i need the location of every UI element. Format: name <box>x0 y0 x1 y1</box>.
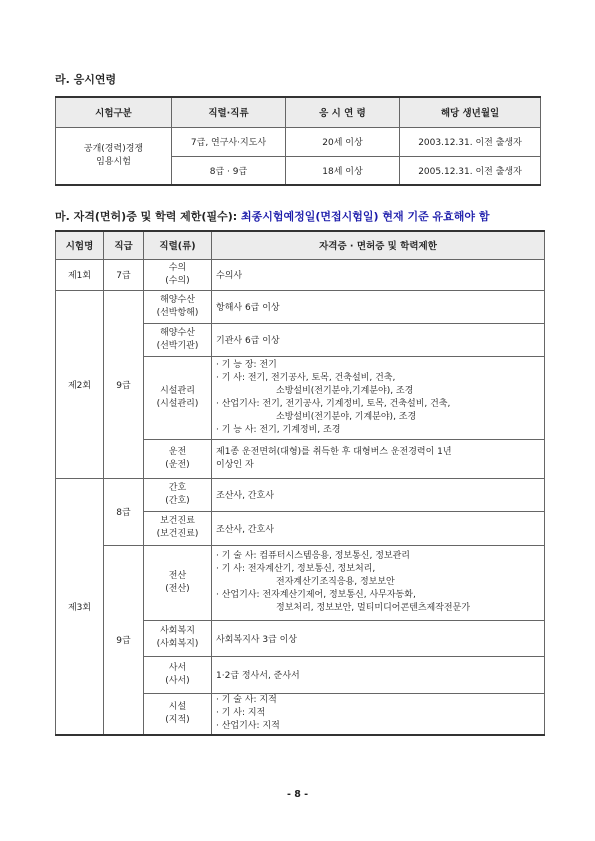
requirement-line: 제1종 운전면허(대형)를 취득한 후 대형버스 운전경력이 1년 <box>216 446 452 457</box>
requirement-line: · 기 사: 전자계산기, 정보통신, 정보처리, <box>216 564 376 574</box>
license-table <box>55 230 545 736</box>
requirement-cell: 조산사, 간호사 <box>212 478 545 511</box>
series-name: 전산 <box>168 570 187 581</box>
series-sub: (보건진료) <box>156 529 199 539</box>
series-cell <box>144 478 212 511</box>
series-cell <box>144 511 212 545</box>
requirement-line: 전자계산기조직응용, 정보보안 <box>276 577 395 587</box>
series-cell <box>144 259 212 290</box>
series-cell <box>144 356 212 439</box>
series-name: 사서 <box>168 662 187 673</box>
exam-grade-cell: 8급 <box>104 478 144 545</box>
grade-cell: 8급 · 9급 <box>172 156 286 185</box>
series-sub: (수의) <box>165 275 190 286</box>
series-cell <box>144 439 212 478</box>
requirement-line: · 기 능 장: 전기 <box>216 359 277 370</box>
age-table <box>55 96 541 186</box>
series-name: 해양수산 <box>160 327 195 338</box>
exam-grade-cell: 7급 <box>104 259 144 290</box>
series-name: 사회복지 <box>160 626 195 636</box>
series-sub: (사회복지) <box>156 639 199 649</box>
requirement-cell <box>212 545 545 620</box>
col-header-birthdate: 해당 생년월일 <box>400 97 541 127</box>
series-name: 해양수산 <box>160 294 195 305</box>
exam-name-cell: 제3회 <box>56 478 104 735</box>
col-header-exam: 시험명 <box>56 231 104 259</box>
requirement-line: · 산업기사: 전자계산기제어, 정보통신, 사무자동화, <box>216 590 416 600</box>
requirement-line: · 기 술 사: 컴퓨터시스템응용, 정보통신, 정보관리 <box>216 551 410 561</box>
series-sub: (선박항해) <box>156 307 199 318</box>
col-header-exam-type: 시험구분 <box>56 97 172 127</box>
requirement-cell: 기관사 6급 이상 <box>212 323 545 356</box>
exam-grade-cell: 9급 <box>104 545 144 735</box>
series-cell <box>144 545 212 620</box>
exam-category-cell <box>56 127 172 185</box>
series-sub: (간호) <box>165 495 190 506</box>
col-header-requirement: 자격증 · 면허증 및 학력제한 <box>212 231 545 259</box>
series-sub: (선박기관) <box>156 340 199 351</box>
section-title-highlight: 최종시험예정일(면접시험일) 현재 기준 유효해야 함 <box>241 210 490 223</box>
requirement-line: · 기 술 사: 지적 <box>216 695 277 706</box>
series-name: 간호 <box>168 482 187 493</box>
age-cell: 20세 이상 <box>286 127 400 156</box>
requirement-cell: 1·2급 정사서, 준사서 <box>212 656 545 693</box>
series-cell <box>144 656 212 693</box>
series-name: 수의 <box>168 262 187 273</box>
requirement-line: · 기 능 사: 전기, 기계정비, 조경 <box>216 424 341 435</box>
section-title-age: 라. 응시연령 <box>55 73 117 86</box>
series-name: 운전 <box>168 446 187 457</box>
col-header-grade: 직급 <box>104 231 144 259</box>
exam-name-cell: 제2회 <box>56 290 104 478</box>
series-sub: (시설관리) <box>156 398 199 409</box>
col-header-age: 응 시 연 령 <box>286 97 400 127</box>
birth-cell: 2003.12.31. 이전 출생자 <box>400 127 541 156</box>
requirement-cell: 항해사 6급 이상 <box>212 290 545 323</box>
exam-name-cell: 제1회 <box>56 259 104 290</box>
series-sub: (사서) <box>165 675 190 686</box>
requirement-cell <box>212 693 545 735</box>
section-title-prefix: 마. 자격(면허)증 및 학력 제한(필수): <box>55 210 238 223</box>
requirement-cell <box>212 439 545 478</box>
requirement-line: · 산업기사: 전기, 전기공사, 기계정비, 토목, 건축설비, 건축, <box>216 398 451 409</box>
series-sub: (운전) <box>165 459 190 470</box>
page-number: - 8 - <box>286 789 309 800</box>
requirement-cell: 수의사 <box>212 259 545 290</box>
grade-cell: 7급, 연구사·지도사 <box>172 127 286 156</box>
requirement-line: 소방설비(전기분야, 기계분야), 조경 <box>276 411 417 422</box>
requirement-line: · 기 사: 전기, 전기공사, 토목, 건축설비, 건축, <box>216 372 396 383</box>
col-header-series: 직렬·직류 <box>172 97 286 127</box>
requirement-cell <box>212 356 545 439</box>
series-cell <box>144 290 212 323</box>
requirement-line: · 기 사: 지적 <box>216 708 266 719</box>
col-header-series: 직렬(류) <box>144 231 212 259</box>
requirement-line: · 산업기사: 지적 <box>216 721 280 732</box>
series-name: 시설관리 <box>160 385 195 396</box>
age-cell: 18세 이상 <box>286 156 400 185</box>
series-cell <box>144 620 212 656</box>
series-sub: (지적) <box>165 714 190 725</box>
series-cell <box>144 693 212 735</box>
requirement-line: 정보처리, 정보보안, 멀티미디어콘텐츠제작전문가 <box>276 603 471 613</box>
series-name: 시설 <box>168 701 187 712</box>
series-sub: (전산) <box>165 583 190 594</box>
requirement-cell: 사회복지사 3급 이상 <box>212 620 545 656</box>
birth-cell: 2005.12.31. 이전 출생자 <box>400 156 541 185</box>
exam-category-line: 임용시험 <box>96 156 131 167</box>
requirement-cell: 조산사, 간호사 <box>212 511 545 545</box>
series-name: 보건진료 <box>160 516 195 526</box>
exam-category-line: 공개(경력)경쟁 <box>83 143 144 154</box>
exam-grade-cell: 9급 <box>104 290 144 478</box>
section-title-license <box>55 208 490 224</box>
requirement-line: 이상인 자 <box>216 459 254 470</box>
series-cell <box>144 323 212 356</box>
requirement-line: 소방설비(전기분야,기계분야), 조경 <box>276 385 414 396</box>
